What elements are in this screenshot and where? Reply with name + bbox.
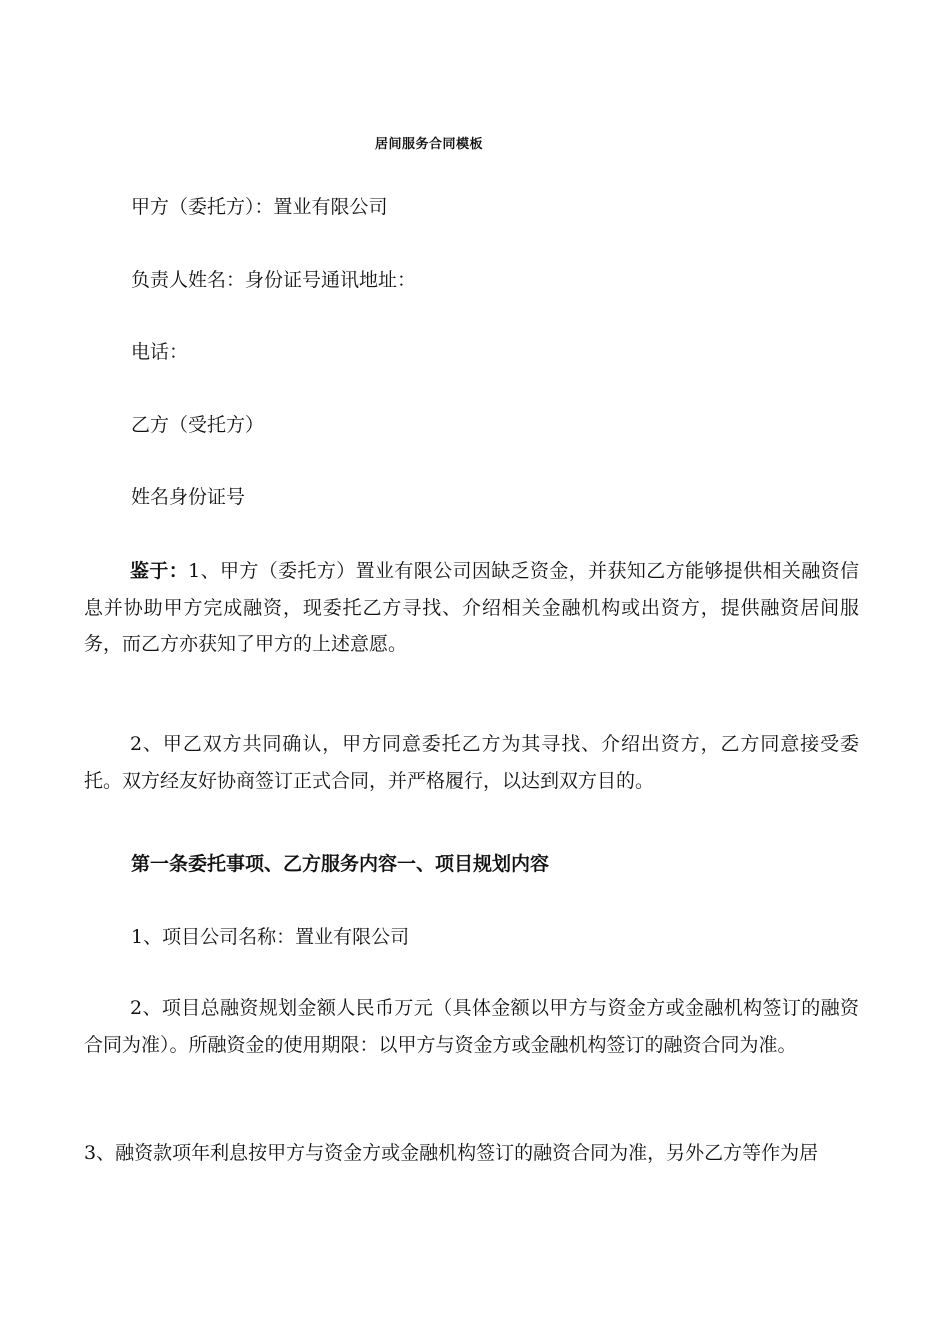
phone-line: 电话：	[131, 341, 189, 363]
whereas-paragraph-1	[84, 553, 859, 663]
party-b-line: 乙方（受托方）	[131, 414, 265, 436]
name-id-line: 姓名身份证号	[131, 486, 246, 508]
whereas-paragraph-2: 2、甲乙双方共同确认，甲方同意委托乙方为其寻找、介绍出资方，乙方同意接受委托。双方经友好协商签订正式合同，并严格履行，以达到双方目的。	[84, 733, 859, 792]
item-3-line: 3、融资款项年利息按甲方与资金方或金融机构签订的融资合同为准，另外乙方等作为居	[84, 1142, 819, 1164]
item-2-paragraph: 2、项目总融资规划金额人民币万元（具体金额以甲方与资金方或金融机构签订的融资合同为准）。所融资金的使用期限：以甲方与资金方或金融机构签订的融资合同为准。	[84, 997, 859, 1056]
whereas-label: 鉴于：	[130, 560, 189, 582]
responsible-person-line: 负责人姓名：身份证号通讯地址：	[131, 269, 417, 291]
whereas-1-text: 1、甲方（委托方）置业有限公司因缺乏资金，并获知乙方能够提供相关融资信息并协助甲方完成融资，现委托乙方寻找、介绍相关金融机构或出资方，提供融资居间服务，而乙方亦获知了甲方的上述意愿。	[84, 560, 859, 655]
article-1-heading: 第一条委托事项、乙方服务内容一、项目规划内容	[131, 853, 550, 875]
party-a-line: 甲方（委托方）：置业有限公司	[131, 196, 388, 218]
item-1-line: 1、项目公司名称：置业有限公司	[131, 926, 410, 948]
document-title: 居间服务合同模板	[374, 137, 483, 152]
